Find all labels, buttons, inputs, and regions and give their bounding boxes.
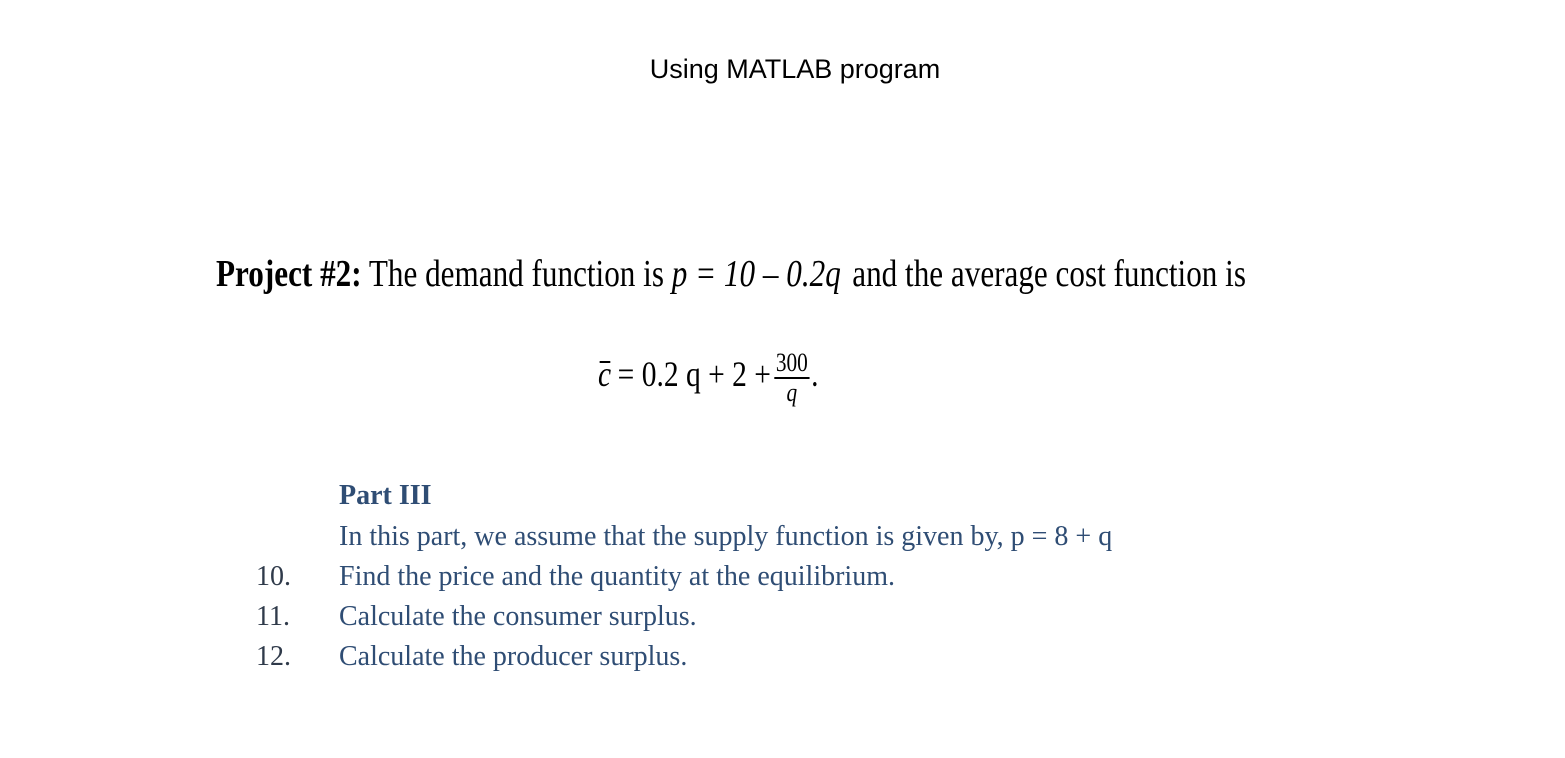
cost-expression: = 0.2 q + 2 +	[617, 354, 771, 394]
project-label: Project #2:	[216, 253, 362, 295]
average-cost-equation	[598, 345, 819, 407]
item-number: 11.	[256, 601, 290, 632]
list-item	[0, 597, 1000, 637]
list-item	[0, 557, 1000, 597]
equation-period: .	[811, 354, 819, 394]
project-text-before: The demand function is	[368, 253, 664, 295]
list-item	[0, 637, 1000, 677]
part-intro: In this part, we assume that the supply function is given by, p = 8 + q	[339, 521, 1113, 552]
c-bar-symbol: c	[598, 354, 612, 394]
item-text: Calculate the producer surplus.	[339, 641, 688, 672]
fraction-denominator: q	[786, 378, 798, 407]
item-number: 12.	[256, 641, 291, 672]
cost-fraction	[774, 349, 809, 407]
item-number: 10.	[256, 561, 291, 592]
page-heading: Using MATLAB program	[649, 54, 941, 84]
item-text: Find the price and the quantity at the equilibrium.	[339, 561, 895, 592]
project-statement	[216, 250, 1246, 298]
item-text: Calculate the consumer surplus.	[339, 601, 697, 632]
fraction-numerator: 300	[775, 348, 808, 377]
demand-equation: p = 10 – 0.2q	[671, 253, 841, 295]
project-text-after: and the average cost function is	[852, 253, 1246, 295]
part-title: Part III	[339, 480, 432, 511]
